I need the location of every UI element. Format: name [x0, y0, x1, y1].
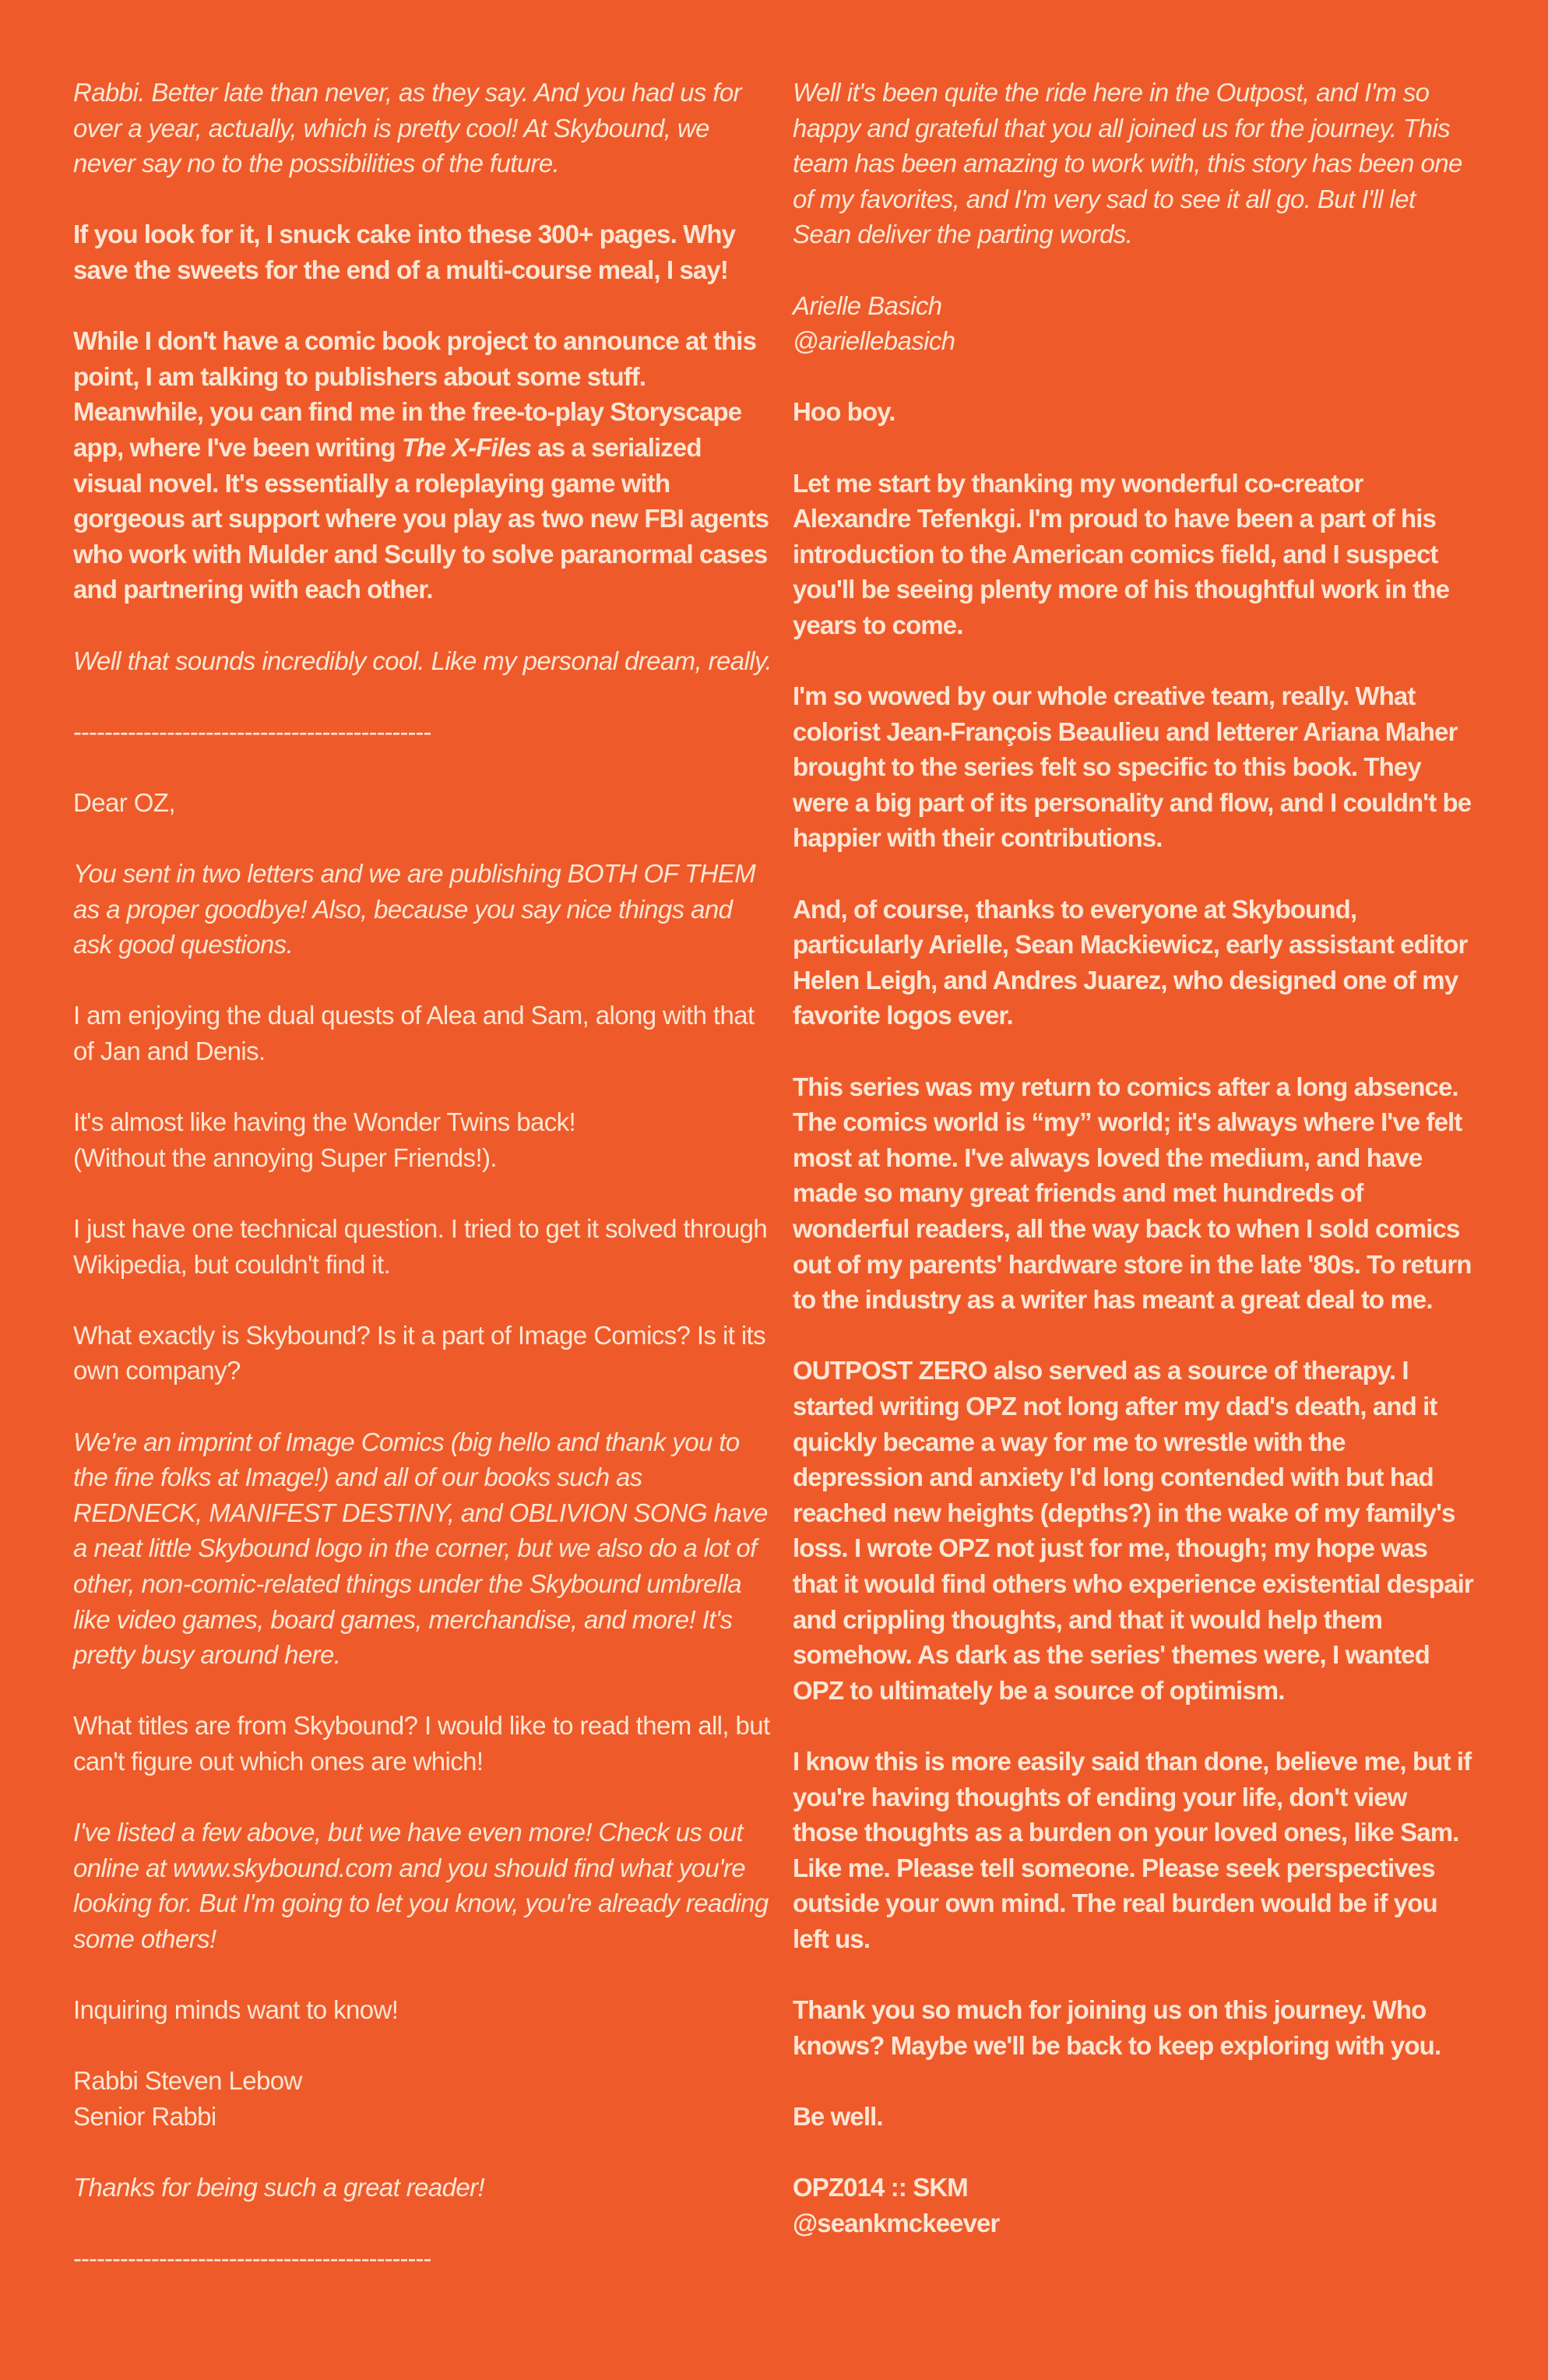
creative-team: I'm so wowed by our whole creative team, really. What colorist Jean-François Beaulieu and letterer Ariana Maher brought to the series felt so specific to this book. They were a big part of its personality and flow, and I couldn't be happier with their contributions. [793, 681, 1472, 853]
reply-intro: Rabbi. Better late than never, as they say. And you had us for over a year, actually, which is pretty cool! At Skybound, we never say no to the possibilities of the future. [73, 78, 742, 178]
what-is-skybound: What exactly is Skybound? Is it a part of Image Comics? Is it its own company? [73, 1320, 766, 1385]
project-text-after: as a serialized visual novel. It's essentially a roleplaying game with gorgeous art support where you play as two new FBI agents who work with Mulder and Scully to solve paranormal cases and partnering with each other. [73, 432, 769, 604]
wonder-twins-line-2: (Without the annoying Super Friends!). [73, 1142, 497, 1172]
cocreator-thanks: Let me start by thanking my wonderful co-creator Alexandre Tefenkgi. I'm proud to have been a part of his introduction to the American comics field, and I suspect you'll be seeing plenty more of his thoughtful work in the years to come. [793, 468, 1450, 639]
cool-reply: Well that sounds incredibly cool. Like my personal dream, really. [73, 646, 772, 675]
section-divider: ---------------------------------------------- [73, 716, 431, 746]
two-letters-reply: You sent in two letters and we are publishing BOTH OF THEM as a proper goodbye! Also, because you say nice things and ask good questions. [73, 859, 756, 959]
writer-signature [793, 2170, 1478, 2241]
editor-name: Arielle Basich [793, 290, 942, 320]
hoo-boy: Hoo boy. [793, 397, 895, 427]
return-to-comics: This series was my return to comics after a long absence. The comics world is “my” world; it's always where I've felt most at home. I've always loved the medium, and have made so many great friends and met hundreds of wonderful readers, all the way back to when I sold comics out of my parents' hardware store in the late '80s. To return to the industry as a writer has meant a great deal to me. [793, 1072, 1472, 1315]
xfiles-title: The X-Files [401, 432, 531, 462]
sign-off: OPZ014 :: SKM [793, 2173, 968, 2202]
wonder-twins [73, 1104, 774, 1175]
project-paragraph [73, 323, 774, 607]
seek-help-paragraph: I know this is more easily said than done, believe me, but if you're having thoughts of ending your life, don't view those thoughts as a burden on your loved ones, like Sam. Like me. Please tell someone. Please seek perspectives outside your own mind. The real burden would be if you left us. [793, 1746, 1472, 1953]
project-text-before: While I don't have a comic book project to announce at this point, I am talking to publishers about some stuff. Meanwhile, you can find me in the free-to-play Storyscape app, where I've been writing [73, 326, 757, 462]
skybound-thanks: And, of course, thanks to everyone at Skybound, particularly Arielle, Sean Mackiewicz, early assistant editor Helen Leigh, and Andres Juarez, who designed one of my favorite logos ever. [793, 894, 1468, 1030]
salutation: Dear OZ, [73, 787, 175, 817]
thanks-reader: Thanks for being such a great reader! [73, 2173, 485, 2202]
imprint-reply: We're an imprint of Image Comics (big hello and thank you to the fine folks at Image!) and all of our books such as REDNECK, MANIFEST DESTINY, and OBLIVION SONG have a neat little Skybound logo in the corner, but we also do a lot of other, non-comic-related things under the Skybound umbrella like video games, board games, merchandise, and more! It's pretty busy around here. [73, 1427, 768, 1670]
technical-question: I just have one technical question. I tried to get it solved through Wikipedia, but couldn't find it. [73, 1214, 768, 1279]
dual-quests: I am enjoying the dual quests of Alea and Sam, along with that of Jan and Denis. [73, 1001, 755, 1066]
writer-handle: @seankmckeever [793, 2208, 1000, 2237]
end-divider: ---------------------------------------------- [73, 2244, 431, 2273]
titles-question: What titles are from Skybound? I would like to read them all, but can't figure out which ones are which! [73, 1711, 770, 1776]
signature-name: Rabbi Steven Lebow [73, 2066, 302, 2096]
be-well: Be well. [793, 2101, 883, 2131]
editor-signature [793, 288, 1478, 359]
editor-handle: @ariellebasich [793, 326, 955, 356]
wonder-twins-line-1: It's almost like having the Wonder Twins back! [73, 1107, 576, 1137]
signature-title: Senior Rabbi [73, 2101, 216, 2131]
thank-you-paragraph: Thank you so much for joining us on this journey. Who knows? Maybe we'll be back to keep exploring with you. [793, 1995, 1441, 2060]
cake-paragraph: If you look for it, I snuck cake into these 300+ pages. Why save the sweets for the end of a multi-course meal, I say! [73, 220, 736, 284]
letter-signature [73, 2063, 774, 2134]
outpost-ride: Well it's been quite the ride here in the Outpost, and I'm so happy and grateful that you all joined us for the journey. This team has been amazing to work with, this story has been one of my favorites, and I'm very sad to see it all go. But I'll let Sean deliver the parting words. [793, 78, 1462, 249]
titles-reply: I've listed a few above, but we have even more! Check us out online at www.skybound.com and you should find what you're looking for. But I'm going to let you know, you're already reading some others! [73, 1818, 769, 1953]
left-column [73, 75, 774, 2311]
right-column [793, 75, 1478, 2276]
inquiring-minds: Inquiring minds want to know! [73, 1995, 399, 2025]
therapy-paragraph: OUTPOST ZERO also served as a source of therapy. I started writing OPZ not long after my dad's death, and it quickly became a way for me to wrestle with the depression and anxiety I'd long contended with but had reached new heights (depths?) in the wake of my family's loss. I wrote OPZ not just for me, though; my hope was that it would find others who experience existential despair and crippling thoughts, and that it would help them somehow. As dark as the series' themes were, I wanted OPZ to ultimately be a source of optimism. [793, 1356, 1473, 1705]
